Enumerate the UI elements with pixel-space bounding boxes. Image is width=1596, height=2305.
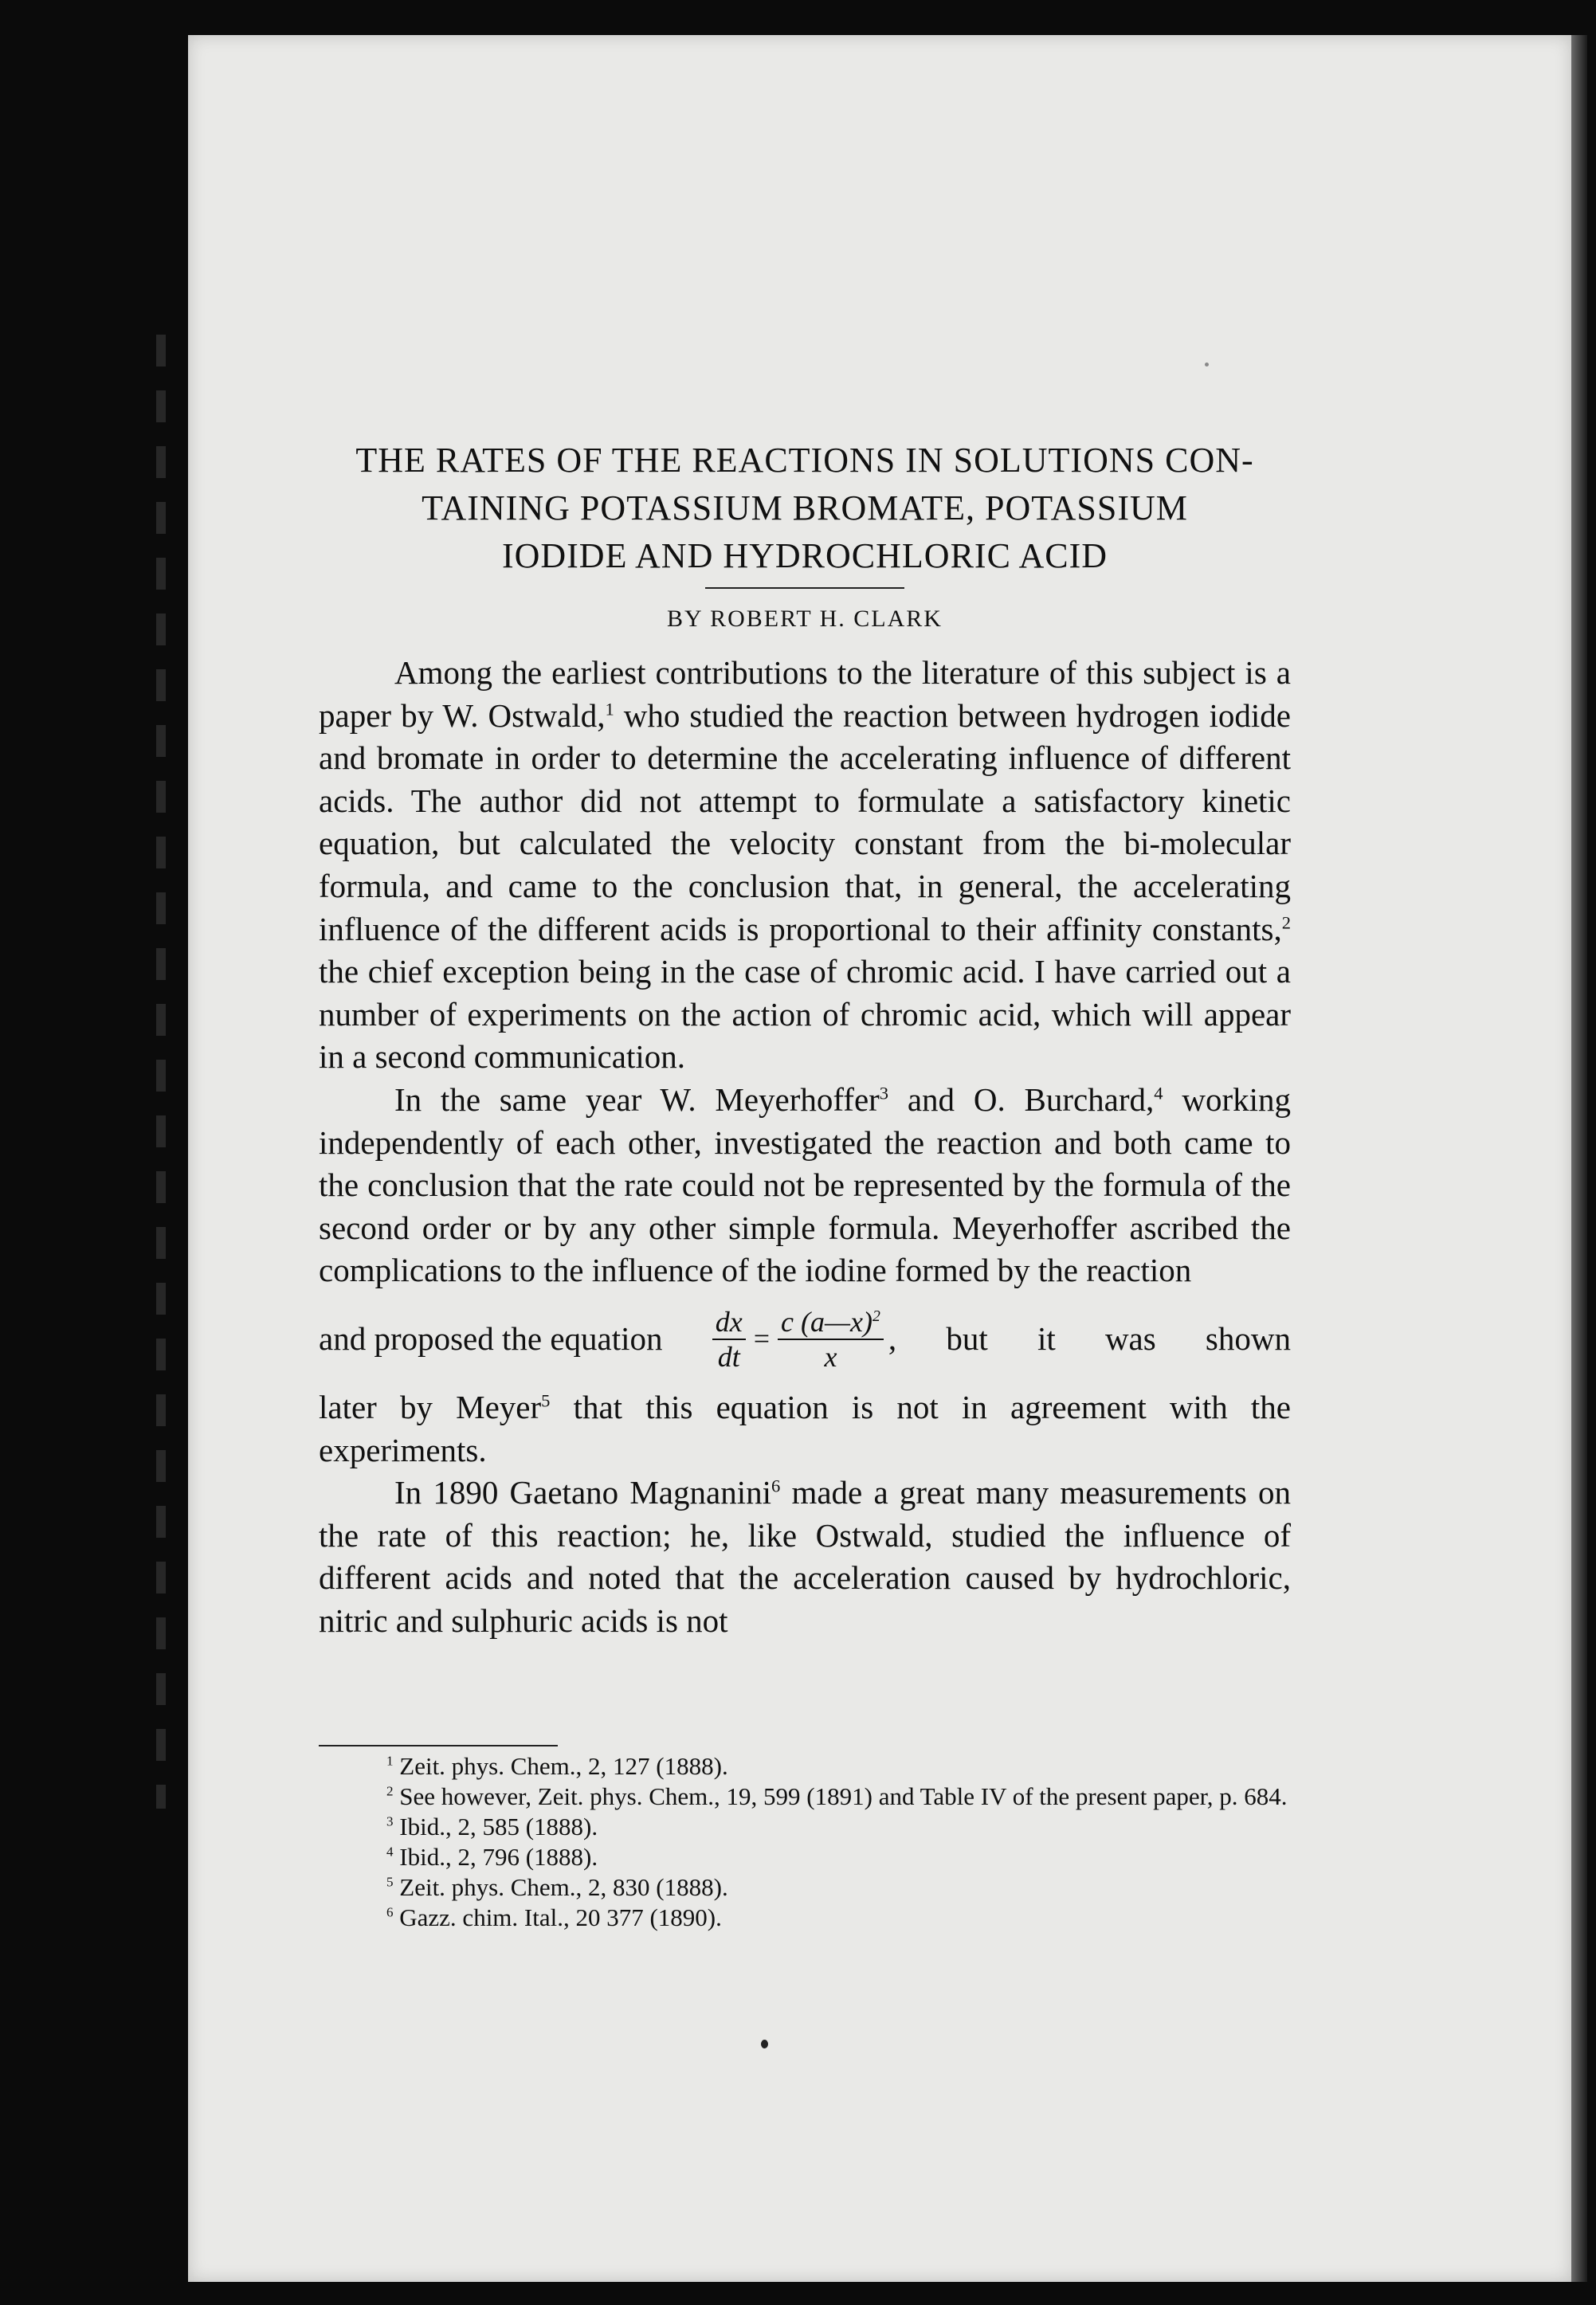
p2-text-e: that this equation is not in agreement with the experiments.: [319, 1388, 1291, 1468]
footnote-ref-6: 6: [771, 1476, 781, 1496]
footnote-text: Zeit. phys. Chem., 2, 830 (1888).: [393, 1873, 728, 1901]
eq-comma: ,: [888, 1320, 897, 1358]
p3-text-a: In 1890 Gaetano Magnanini: [394, 1474, 771, 1511]
footnote-mark: 2: [386, 1783, 394, 1799]
footnote-text: Ibid., 2, 796 (1888).: [393, 1843, 598, 1871]
title-line-2: TAINING POTASSIUM BROMATE, POTASSIUM: [422, 488, 1188, 527]
footnote-ref-5: 5: [541, 1390, 551, 1411]
footnote-ref-1: 1: [605, 698, 614, 719]
footnote-text: See however, Zeit. phys. Chem., 19, 599 (1891) and Table IV of the present paper, p. 684.: [393, 1782, 1288, 1810]
eq-trail-3: was: [1104, 1320, 1156, 1358]
footnote-mark: 5: [386, 1874, 394, 1890]
footnote-mark: 1: [386, 1753, 394, 1769]
p2-text-d: later by Meyer: [319, 1388, 542, 1425]
ink-dot: [761, 2040, 768, 2048]
eq-trail-4: shown: [1205, 1320, 1291, 1358]
footnote-2: [319, 1782, 1291, 1812]
footnote-rule: [319, 1745, 558, 1746]
title-line-3: IODIDE AND HYDROCHLORIC ACID: [501, 536, 1108, 575]
paragraph-1: [319, 652, 1291, 1079]
p1-text-a: Among the earliest contributions to the literature of this subject is a paper by W. Ostwald,: [319, 654, 1291, 734]
footnote-mark: 3: [386, 1813, 394, 1829]
footnote-text: Zeit. phys. Chem., 2, 127 (1888).: [393, 1752, 728, 1780]
scan-speck: [1205, 363, 1209, 367]
footnote-4: [319, 1842, 1291, 1872]
title-line-1: THE RATES OF THE REACTIONS IN SOLUTIONS CON-: [355, 441, 1254, 480]
p2-text-a: In the same year W. Meyerhoffer: [394, 1080, 880, 1118]
author-byline: BY ROBERT H. CLARK: [667, 606, 943, 632]
equation-line: [319, 1292, 1291, 1386]
footnote-ref-4: 4: [1154, 1083, 1163, 1103]
title-rule: [705, 587, 904, 589]
footnote-3: [319, 1812, 1291, 1842]
footnote-text: Ibid., 2, 585 (1888).: [393, 1813, 598, 1840]
footnote-mark: 6: [386, 1904, 394, 1920]
eq-trail-1: but: [946, 1320, 988, 1358]
article-body: [319, 652, 1291, 1642]
footnote-mark: 4: [386, 1844, 394, 1860]
equation-lead: and proposed the equation: [319, 1320, 663, 1358]
footnote-5: [319, 1872, 1291, 1903]
paragraph-2: [319, 1079, 1291, 1292]
fraction-rhs: [778, 1305, 884, 1374]
eq-numerator-2: [778, 1305, 884, 1340]
paragraph-3: [319, 1472, 1291, 1642]
paragraph-2-continued: [319, 1386, 1291, 1472]
eq-denominator-1: dt: [717, 1340, 740, 1373]
p2-text-c: working independently of each other, investigated the reaction and both came to the conclusion that the rate could not be represented by the formula of the second order or by any other simple formula. Meyerhoffer ascribed the complications to the influence of the iodine formed by the reaction: [319, 1080, 1291, 1289]
p1-text-b: who studied the reaction between hydrogen iodide and bromate in order to determine the accelerating influence of different acids. The author did not attempt to formulate a satisfactory kinetic equation, but calculated the velocity constant from the bi-molecular formula, and came to the conclusion that, in general, the accelerating influence of the different acids is proportional to their affinity constants,: [319, 696, 1291, 947]
footnote-1: [319, 1751, 1291, 1782]
eq-numerator-2-text: c (a—x): [781, 1305, 873, 1338]
eq-exponent: 2: [872, 1307, 880, 1325]
page-edge: [1571, 35, 1587, 2282]
footnote-ref-2: 2: [1281, 911, 1291, 932]
p2-text-b: and O. Burchard,: [888, 1080, 1155, 1118]
footnote-text: Gazz. chim. Ital., 20 377 (1890).: [393, 1903, 722, 1931]
eq-numerator-1: dx: [712, 1305, 746, 1340]
scan-spine-shadow: [156, 335, 166, 1809]
rate-equation: [712, 1305, 896, 1374]
eq-trail-2: it: [1037, 1320, 1056, 1358]
eq-denominator-2: x: [824, 1340, 837, 1373]
eq-sign: =: [753, 1323, 771, 1355]
footnote-6: [319, 1903, 1291, 1933]
article-title: [319, 437, 1291, 580]
p3-text-b: made a great many measurements on the rate of this reaction; he, like Ostwald, studied the influence of different acids and noted that the acceleration caused by hydrochloric, nitric and sulphuric acids is not: [319, 1474, 1291, 1639]
footnotes: [319, 1751, 1291, 1933]
p1-text-c: the chief exception being in the case of chromic acid. I have carried out a number of experiments on the action of chromic acid, which will appear in a second communication.: [319, 953, 1291, 1076]
fraction-dx-dt: [712, 1305, 746, 1374]
footnote-ref-3: 3: [879, 1083, 889, 1103]
